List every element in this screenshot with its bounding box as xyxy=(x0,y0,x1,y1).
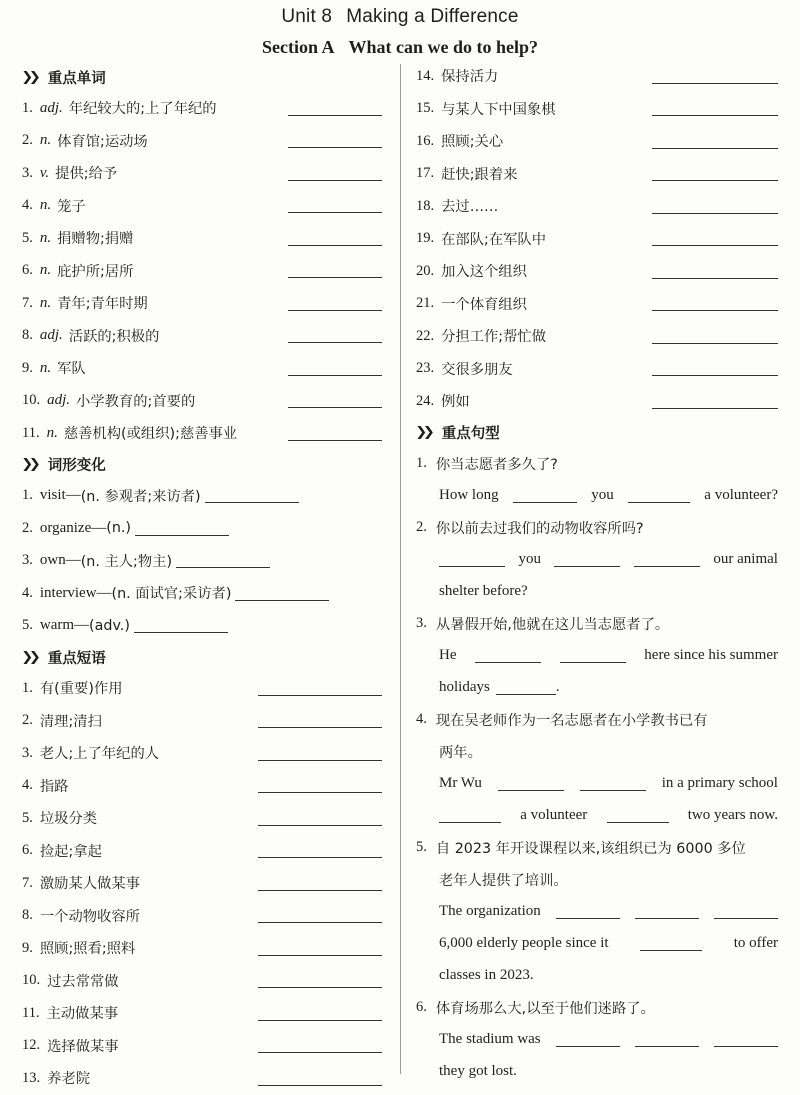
wordform-item xyxy=(22,480,386,513)
answer-blank[interactable] xyxy=(496,680,556,695)
phrase-list-continued xyxy=(416,60,778,418)
item-meaning: 庇护所;居所 xyxy=(57,263,134,280)
phrase-meaning: 指路 xyxy=(39,778,69,795)
item-number: 1. xyxy=(22,679,33,696)
column-divider xyxy=(400,64,401,1074)
double-chevron-icon: ❯❯ xyxy=(21,649,37,665)
phrase-meaning: 加入这个组织 xyxy=(441,264,527,281)
phrase-meaning: 与某人下中国象棋 xyxy=(441,101,556,118)
item-number: 19. xyxy=(416,230,435,247)
phrase-item xyxy=(22,1030,386,1063)
sentence-5-english-cont: 6,000 elderly people since it to offer xyxy=(439,935,778,951)
answer-blank[interactable] xyxy=(554,552,620,567)
section-heading-phrases: ❯❯ 重点短语 xyxy=(21,649,106,667)
sentence-4-chinese: 4. 现在吴老师作为一名志愿者在小学教书已有 xyxy=(416,711,708,729)
answer-blank[interactable] xyxy=(635,1032,699,1047)
base-word: organize— xyxy=(39,519,107,536)
right-column xyxy=(416,62,778,1088)
answer-blank[interactable] xyxy=(258,890,382,891)
phrase-item xyxy=(416,93,778,126)
vocab-item xyxy=(22,385,386,418)
item-meaning: 活跃的;积极的 xyxy=(68,328,160,345)
unit-number: Unit 8 xyxy=(281,6,333,27)
phrase-item xyxy=(22,997,386,1030)
part-of-speech: adj. xyxy=(39,99,63,116)
item-number: 23. xyxy=(416,360,435,377)
phrase-meaning: 有(重要)作用 xyxy=(39,681,123,698)
unit-title xyxy=(0,6,800,28)
answer-blank[interactable] xyxy=(640,936,702,951)
sentence-5-chinese-cont: 老年人提供了培训。 xyxy=(439,872,568,889)
item-number: 4. xyxy=(22,197,33,214)
vocab-item xyxy=(22,287,386,320)
item-meaning: 体育馆;运动场 xyxy=(57,133,148,150)
vocab-item xyxy=(22,125,386,158)
phrase-item xyxy=(416,385,778,418)
phrase-meaning: 一个动物收容所 xyxy=(39,908,140,925)
wordform-list xyxy=(22,480,386,643)
vocab-item xyxy=(22,157,386,190)
phrase-meaning: 捡起;拿起 xyxy=(39,843,102,860)
item-number: 1. xyxy=(22,487,33,504)
answer-blank[interactable] xyxy=(288,245,382,246)
base-word: interview— xyxy=(39,584,112,601)
form-hint: (adv.) xyxy=(89,617,130,634)
phrase-item xyxy=(416,288,778,321)
sentence-1-chinese: 1. 你当志愿者多久了? xyxy=(416,455,558,473)
phrase-item xyxy=(22,1062,386,1095)
part-of-speech: n. xyxy=(39,229,52,246)
phrase-item xyxy=(416,60,778,93)
sentence-3-english-cont: holidays . xyxy=(439,679,560,695)
sentence-1-english: How long you a volunteer? xyxy=(439,487,778,503)
phrase-item xyxy=(416,353,778,386)
answer-blank[interactable] xyxy=(258,987,382,988)
answer-blank[interactable] xyxy=(513,488,577,503)
part-of-speech: adj. xyxy=(39,327,63,344)
double-chevron-icon: ❯❯ xyxy=(415,425,431,440)
phrase-item xyxy=(22,835,386,868)
answer-blank[interactable] xyxy=(580,776,646,791)
answer-blank[interactable] xyxy=(176,553,270,568)
part-of-speech: n. xyxy=(39,359,52,376)
answer-blank[interactable] xyxy=(628,488,690,503)
phrase-item xyxy=(22,867,386,900)
answer-blank[interactable] xyxy=(258,760,382,761)
section-heading-wordforms: ❯❯ 词形变化 xyxy=(21,457,106,474)
answer-blank[interactable] xyxy=(439,808,501,823)
item-number: 22. xyxy=(416,327,435,344)
vocab-item xyxy=(22,320,386,353)
answer-blank[interactable] xyxy=(714,904,778,919)
item-number: 3. xyxy=(22,164,33,181)
form-hint: (n.) xyxy=(106,520,132,537)
phrase-item xyxy=(22,802,386,835)
phrase-item xyxy=(416,255,778,288)
item-number: 11. xyxy=(22,1004,40,1021)
item-number: 17. xyxy=(416,165,435,182)
form-hint: (n. 面试官;采访者) xyxy=(111,586,232,603)
sentence-2-english: you our animal xyxy=(416,544,778,576)
phrase-item xyxy=(22,672,386,705)
answer-blank[interactable] xyxy=(258,922,382,923)
phrase-meaning: 一个体育组织 xyxy=(441,296,527,313)
vocab-item xyxy=(22,417,386,450)
answer-blank[interactable] xyxy=(288,342,382,343)
base-word: visit— xyxy=(39,487,81,504)
item-meaning: 军队 xyxy=(57,361,86,378)
answer-blank[interactable] xyxy=(288,180,382,181)
item-meaning: 年纪较大的;上了年纪的 xyxy=(68,101,217,118)
section-question: What can we do to help? xyxy=(348,37,539,57)
phrase-item xyxy=(22,932,386,965)
phrase-meaning: 过去常常做 xyxy=(47,973,119,990)
phrase-meaning: 选择做某事 xyxy=(47,1038,119,1055)
answer-blank[interactable] xyxy=(652,310,778,311)
answer-blank[interactable] xyxy=(258,857,382,858)
form-hint: (n. 主人;物主) xyxy=(80,553,173,570)
answer-blank[interactable] xyxy=(288,115,382,116)
item-meaning: 小学教育的;首要的 xyxy=(76,393,196,410)
sentence-5-english-end: classes in 2023. xyxy=(439,967,534,983)
answer-blank[interactable] xyxy=(635,904,699,919)
answer-blank[interactable] xyxy=(258,1020,382,1021)
phrase-meaning: 照顾;关心 xyxy=(441,134,504,151)
phrase-list xyxy=(22,672,386,1095)
answer-blank[interactable] xyxy=(235,586,329,601)
phrase-item xyxy=(22,770,386,803)
sentence-2-chinese: 2. 你以前去过我们的动物收容所吗? xyxy=(416,519,644,537)
vocab-list xyxy=(22,92,386,450)
answer-blank[interactable] xyxy=(288,310,382,311)
item-number: 7. xyxy=(22,874,33,891)
double-chevron-icon: ❯❯ xyxy=(21,457,37,472)
base-word: warm— xyxy=(39,617,90,634)
item-number: 3. xyxy=(22,552,33,569)
phrase-item xyxy=(416,320,778,353)
answer-blank[interactable] xyxy=(652,115,778,116)
item-number: 10. xyxy=(22,972,41,989)
sentence-4-english-cont: a volunteer two years now. xyxy=(416,800,778,832)
item-number: 18. xyxy=(416,197,435,214)
item-number: 9. xyxy=(22,939,33,956)
sentence-3-chinese: 3. 从暑假开始,他就在这儿当志愿者了。 xyxy=(416,615,670,633)
answer-blank[interactable] xyxy=(560,648,626,663)
phrase-meaning: 交很多朋友 xyxy=(441,361,513,378)
item-number: 2. xyxy=(22,132,33,149)
vocab-item xyxy=(22,190,386,223)
phrase-meaning: 养老院 xyxy=(47,1071,91,1088)
answer-blank[interactable] xyxy=(439,552,505,567)
wordform-item xyxy=(22,577,386,610)
wordform-item xyxy=(22,610,386,643)
phrase-meaning: 例如 xyxy=(441,394,470,411)
item-meaning: 捐赠物;捐赠 xyxy=(57,231,134,248)
item-meaning: 慈善机构(或组织);慈善事业 xyxy=(63,426,238,443)
answer-blank[interactable] xyxy=(288,440,382,441)
vocab-item xyxy=(22,222,386,255)
wordform-item xyxy=(22,512,386,545)
double-chevron-icon: ❯❯ xyxy=(21,69,37,85)
item-number: 5. xyxy=(22,617,33,634)
answer-blank[interactable] xyxy=(288,375,382,376)
answer-blank[interactable] xyxy=(714,1032,778,1047)
answer-blank[interactable] xyxy=(135,521,229,536)
phrase-item xyxy=(416,223,778,256)
sentence-4-english: Mr Wu in a primary school xyxy=(439,775,778,791)
item-number: 12. xyxy=(22,1037,41,1054)
answer-blank[interactable] xyxy=(258,955,382,956)
item-number: 11. xyxy=(22,424,40,441)
unit-name: Making a Difference xyxy=(346,6,519,27)
vocab-item xyxy=(22,352,386,385)
item-number: 5. xyxy=(22,229,33,246)
phrase-meaning: 赶快;跟着来 xyxy=(441,166,518,183)
part-of-speech: n. xyxy=(39,132,52,149)
answer-blank[interactable] xyxy=(607,808,669,823)
item-number: 4. xyxy=(22,777,33,794)
item-number: 8. xyxy=(22,327,33,344)
answer-blank[interactable] xyxy=(258,695,382,696)
item-number: 20. xyxy=(416,262,435,279)
sentence-2-english-cont: shelter before? xyxy=(439,583,528,599)
answer-blank[interactable] xyxy=(205,488,299,503)
section-label: Section A xyxy=(261,37,335,57)
item-number: 8. xyxy=(22,907,33,924)
answer-blank[interactable] xyxy=(556,904,620,919)
phrase-meaning: 老人;上了年纪的人 xyxy=(39,746,160,763)
answer-blank[interactable] xyxy=(652,343,778,344)
answer-blank[interactable] xyxy=(652,375,778,376)
answer-blank[interactable] xyxy=(652,180,778,181)
phrase-meaning: 激励某人做某事 xyxy=(39,876,140,893)
answer-blank[interactable] xyxy=(258,792,382,793)
answer-blank[interactable] xyxy=(258,825,382,826)
item-meaning: 青年;青年时期 xyxy=(57,296,148,313)
part-of-speech: v. xyxy=(39,164,50,181)
part-of-speech: n. xyxy=(39,197,52,214)
item-number: 13. xyxy=(22,1069,41,1086)
part-of-speech: adj. xyxy=(47,392,71,409)
sentence-6-english: The stadium was xyxy=(416,1024,778,1056)
item-number: 6. xyxy=(22,262,33,279)
item-number: 9. xyxy=(22,359,33,376)
wordform-item xyxy=(22,545,386,578)
answer-blank[interactable] xyxy=(288,212,382,213)
phrase-meaning: 照顾;照看;照料 xyxy=(39,941,136,958)
left-column xyxy=(22,62,386,1095)
item-number: 4. xyxy=(22,584,33,601)
item-number: 15. xyxy=(416,100,435,117)
answer-blank[interactable] xyxy=(634,552,700,567)
answer-blank[interactable] xyxy=(258,1052,382,1053)
phrase-meaning: 在部队;在军队中 xyxy=(441,231,547,248)
section-heading-sentences: ❯❯ 重点句型 xyxy=(415,425,500,442)
item-number: 1. xyxy=(22,99,33,116)
answer-blank[interactable] xyxy=(475,648,541,663)
item-number: 24. xyxy=(416,392,435,409)
answer-blank[interactable] xyxy=(258,1085,382,1086)
answer-blank[interactable] xyxy=(652,213,778,214)
form-hint: (n. 参观者;来访者) xyxy=(80,488,201,505)
answer-blank[interactable] xyxy=(652,408,778,409)
phrase-item xyxy=(22,965,386,998)
sentence-6-english-cont: they got lost. xyxy=(439,1063,517,1079)
phrase-item xyxy=(416,125,778,158)
item-number: 21. xyxy=(416,295,435,312)
phrase-meaning: 主动做某事 xyxy=(46,1006,119,1023)
part-of-speech: n. xyxy=(39,294,52,311)
answer-blank[interactable] xyxy=(134,618,228,633)
answer-blank[interactable] xyxy=(288,277,382,278)
item-number: 10. xyxy=(22,392,41,409)
sentence-3-english: He here since his summer xyxy=(439,647,778,663)
answer-blank[interactable] xyxy=(498,776,564,791)
answer-blank[interactable] xyxy=(258,727,382,728)
sentence-6-chinese: 6. 体育场那么大,以至于他们迷路了。 xyxy=(416,999,655,1017)
vocab-item xyxy=(22,255,386,288)
item-meaning: 提供;给予 xyxy=(55,166,118,183)
item-number: 16. xyxy=(416,132,435,149)
answer-blank[interactable] xyxy=(652,245,778,246)
item-number: 6. xyxy=(22,842,33,859)
phrase-item xyxy=(22,705,386,738)
section-title xyxy=(0,37,800,58)
sentence-4-chinese-cont: 两年。 xyxy=(439,744,482,761)
item-number: 14. xyxy=(416,67,435,84)
item-number: 5. xyxy=(22,809,33,826)
part-of-speech: n. xyxy=(39,262,52,279)
answer-blank[interactable] xyxy=(288,147,382,148)
answer-blank[interactable] xyxy=(556,1032,620,1047)
base-word: own— xyxy=(39,552,81,569)
answer-blank[interactable] xyxy=(652,148,778,149)
phrase-item xyxy=(22,900,386,933)
answer-blank[interactable] xyxy=(288,407,382,408)
item-meaning: 笼子 xyxy=(57,198,86,215)
phrase-meaning: 分担工作;帮忙做 xyxy=(441,329,547,346)
phrase-meaning: 垃圾分类 xyxy=(39,811,98,828)
phrase-item xyxy=(416,158,778,191)
phrase-item xyxy=(416,190,778,223)
section-heading-vocab: ❯❯ 重点单词 xyxy=(21,69,106,87)
phrase-meaning: 清理;清扫 xyxy=(39,713,102,730)
item-number: 3. xyxy=(22,744,33,761)
answer-blank[interactable] xyxy=(652,278,778,279)
answer-blank[interactable] xyxy=(652,83,778,84)
sentence-5-chinese: 5. 自 2023 年开设课程以来,该组织已为 6000 多位 xyxy=(416,839,746,857)
sentence-5-english: The organization xyxy=(416,896,778,928)
item-number: 7. xyxy=(22,294,33,311)
item-number: 2. xyxy=(22,519,33,536)
phrase-meaning: 保持活力 xyxy=(441,69,499,86)
part-of-speech: n. xyxy=(46,424,58,441)
item-number: 2. xyxy=(22,712,33,729)
vocab-item xyxy=(22,92,386,125)
phrase-meaning: 去过…… xyxy=(441,199,499,216)
phrase-item xyxy=(22,737,386,770)
